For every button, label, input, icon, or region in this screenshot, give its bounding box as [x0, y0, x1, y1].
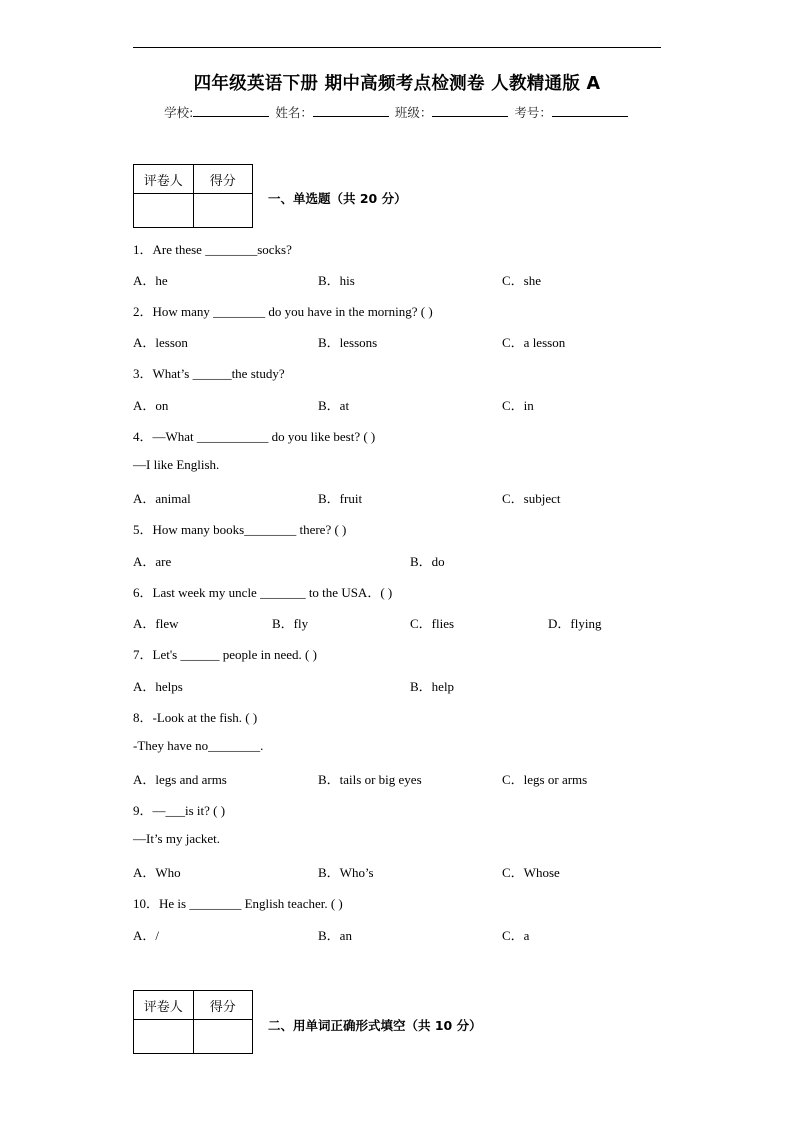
question-5-option-a[interactable]: A．are — [133, 554, 172, 569]
name-blank[interactable] — [313, 104, 389, 117]
score-table-2 — [133, 990, 253, 1054]
question-2-option-b[interactable]: B．lessons — [318, 335, 378, 350]
exam-no-label: 考号： — [514, 105, 552, 120]
question-4-stem: 4．—What ___________ do you like best? ( ) — [133, 429, 376, 444]
question-7-option-b[interactable]: B．help — [410, 679, 455, 694]
question-8-option-a[interactable]: A．legs and arms — [133, 772, 227, 787]
question-1-stem: 1．Are these ________socks? — [133, 242, 292, 257]
question-6-stem: 6．Last week my uncle _______ to the USA．( ) — [133, 585, 393, 600]
question-3-option-c[interactable]: C．in — [502, 398, 534, 413]
question-4-option-b[interactable]: B．fruit — [318, 491, 363, 506]
reviewer-cell[interactable] — [134, 1020, 194, 1054]
question-2-option-c[interactable]: C．a lesson — [502, 335, 566, 350]
question-9-option-a[interactable]: A．Who — [133, 865, 181, 880]
question-8-stem: 8．-Look at the fish. ( ) — [133, 710, 258, 725]
question-9-option-b[interactable]: B．Who’s — [318, 865, 374, 880]
question-8-stem-line-2: -They have no________. — [133, 738, 264, 753]
question-9-stem: 9．—___is it? ( ) — [133, 803, 226, 818]
question-9-stem-line-2: —It’s my jacket. — [133, 831, 221, 846]
question-2-stem: 2．How many ________ do you have in the morning? ( ) — [133, 304, 433, 319]
question-7-option-a[interactable]: A．helps — [133, 679, 183, 694]
class-blank[interactable] — [432, 104, 508, 117]
question-4-option-a[interactable]: A．animal — [133, 491, 191, 506]
page-title: 四年级英语下册 期中高频考点检测卷 人教精通版 A — [193, 74, 601, 94]
question-3-option-a[interactable]: A．on — [133, 398, 169, 413]
question-6-option-a[interactable]: A．flew — [133, 616, 179, 631]
question-3-option-b[interactable]: B．at — [318, 398, 350, 413]
score-table-1 — [133, 164, 253, 228]
question-5-stem: 5．How many books________ there? ( ) — [133, 522, 347, 537]
reviewer-header: 评卷人 — [134, 165, 194, 194]
question-9-option-c[interactable]: C．Whose — [502, 865, 560, 880]
score-cell[interactable] — [193, 1020, 253, 1054]
section-title-1: 一、单选题（共 20 分） — [268, 191, 407, 206]
question-6-option-c[interactable]: C．flies — [410, 616, 455, 631]
school-blank[interactable] — [193, 104, 269, 117]
reviewer-cell[interactable] — [134, 194, 194, 228]
header-rule — [133, 47, 661, 48]
score-cell[interactable] — [193, 194, 253, 228]
student-info-line — [133, 103, 661, 121]
class-label: 班级： — [394, 105, 433, 120]
question-10-option-b[interactable]: B．an — [318, 928, 352, 943]
school-label: 学校: — [164, 105, 194, 120]
question-1-option-c[interactable]: C．she — [502, 273, 542, 288]
question-3-stem: 3．What’s ______the study? — [133, 366, 285, 381]
question-6-option-d[interactable]: D．flying — [548, 616, 602, 631]
exam-no-blank[interactable] — [552, 104, 628, 117]
question-4-option-c[interactable]: C．subject — [502, 491, 561, 506]
question-10-option-a[interactable]: A．/ — [133, 928, 160, 943]
name-label: 姓名： — [275, 105, 313, 120]
question-5-option-b[interactable]: B．do — [410, 554, 445, 569]
section-title-2: 二、用单词正确形式填空（共 10 分） — [268, 1018, 482, 1033]
reviewer-header: 评卷人 — [134, 991, 194, 1020]
question-1-option-a[interactable]: A．he — [133, 273, 168, 288]
question-8-option-b[interactable]: B．tails or big eyes — [318, 772, 422, 787]
question-4-stem-line-2: —I like English. — [133, 457, 220, 472]
score-header: 得分 — [193, 991, 253, 1020]
question-10-stem: 10．He is ________ English teacher. ( ) — [133, 896, 343, 911]
question-6-option-b[interactable]: B．fly — [272, 616, 309, 631]
question-7-stem: 7．Let's ______ people in need. ( ) — [133, 647, 317, 662]
question-1-option-b[interactable]: B．his — [318, 273, 355, 288]
question-8-option-c[interactable]: C．legs or arms — [502, 772, 588, 787]
score-header: 得分 — [193, 165, 253, 194]
question-2-option-a[interactable]: A．lesson — [133, 335, 188, 350]
question-10-option-c[interactable]: C．a — [502, 928, 530, 943]
